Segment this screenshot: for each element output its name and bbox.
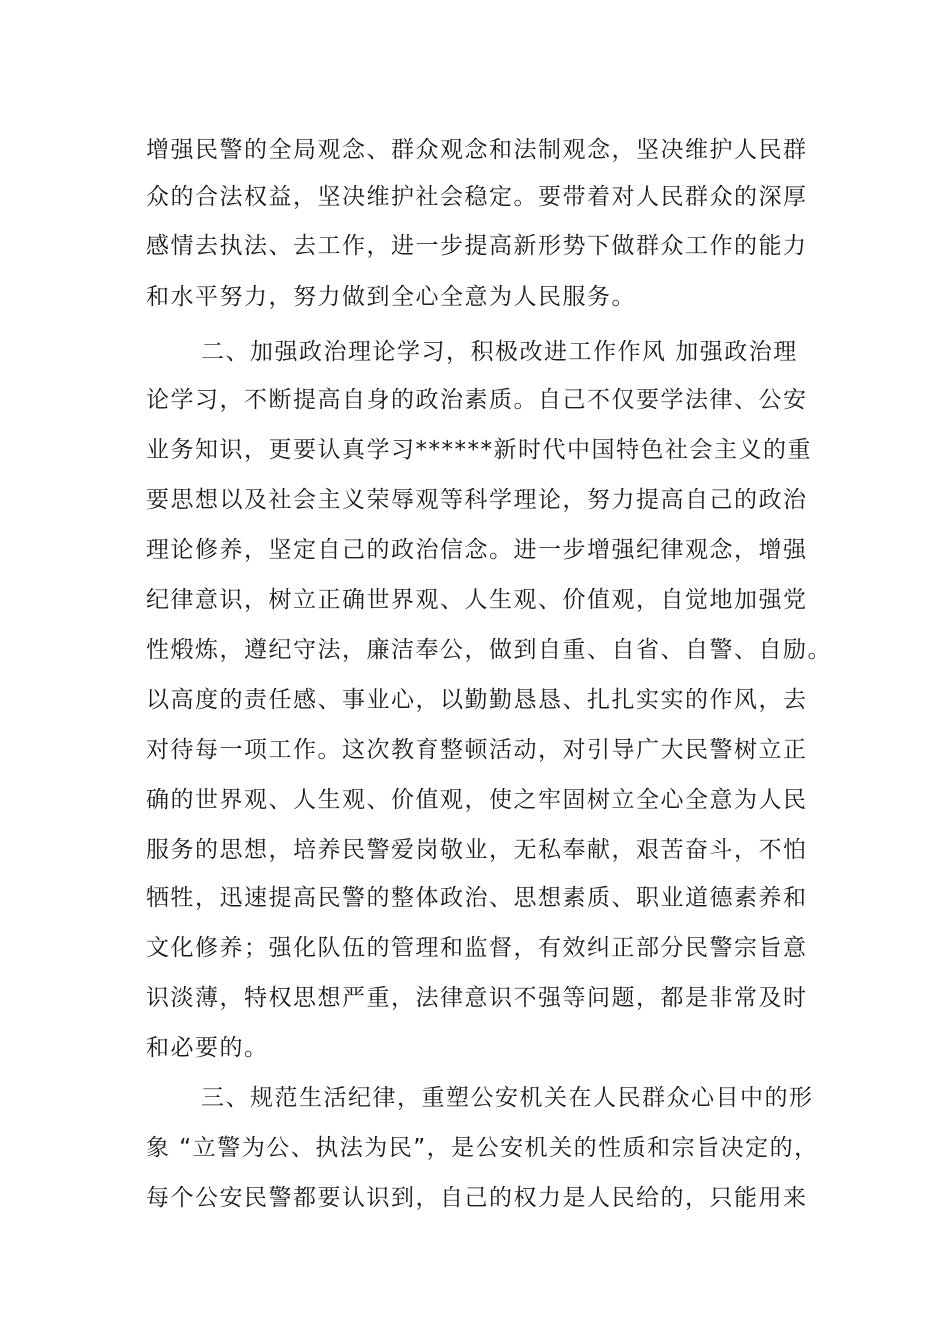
- text-line: 服务的思想，培养民警爱岗敬业，无私奉献，艰苦奋斗，不怕: [146, 837, 808, 863]
- text-line: 业务知识，更要认真学习******新时代中国特色社会主义的重: [146, 437, 812, 463]
- text-line: 文化修养；强化队伍的管理和监督，有效纠正部分民警宗旨意: [146, 935, 808, 961]
- text-line: 要思想以及社会主义荣辱观等科学理论，努力提高自己的政治: [146, 487, 808, 513]
- text-line: 确的世界观、人生观、价值观，使之牢固树立全心全意为人民: [146, 787, 808, 813]
- section-heading-line: 三、规范生活纪律，重塑公安机关在人民群众心目中的形: [201, 1085, 814, 1111]
- text-line: 象 “立警为公、执法为民”，是公安机关的性质和宗旨决定的，: [146, 1135, 819, 1161]
- text-line: 众的合法权益，坚决维护社会稳定。要带着对人民群众的深厚: [146, 184, 808, 210]
- section-heading-line: 二、加强政治理论学习，积极改进工作作风 加强政治理: [201, 339, 798, 365]
- text-line: 论学习，不断提高自身的政治素质。自己不仅要学法律、公安: [146, 387, 808, 413]
- text-line: 以高度的责任感、事业心，以勤勤恳恳、扎扎实实的作风，去: [146, 687, 808, 713]
- text-line: 增强民警的全局观念、群众观念和法制观念，坚决维护人民群: [146, 137, 808, 163]
- text-line: 纪律意识，树立正确世界观、人生观、价值观，自觉地加强党: [146, 587, 808, 613]
- text-line: 感情去执法、去工作，进一步提高新形势下做群众工作的能力: [146, 233, 808, 259]
- text-line: 识淡薄，特权思想严重，法律意识不强等问题，都是非常及时: [146, 985, 808, 1011]
- text-line: 和水平努力，努力做到全心全意为人民服务。: [146, 284, 636, 310]
- text-line: 对待每一项工作。这次教育整顿活动，对引导广大民警树立正: [146, 737, 808, 763]
- text-line: 每个公安民警都要认识到，自己的权力是人民给的，只能用来: [146, 1185, 808, 1211]
- text-line: 性煅炼，遵纪守法，廉洁奉公，做到自重、自省、自警、自励。: [146, 637, 832, 663]
- text-line: 牺牲，迅速提高民警的整体政治、思想素质、职业道德素养和: [146, 885, 808, 911]
- text-line: 和必要的。: [146, 1035, 269, 1061]
- text-line: 理论修养，坚定自己的政治信念。进一步增强纪律观念，增强: [146, 537, 808, 563]
